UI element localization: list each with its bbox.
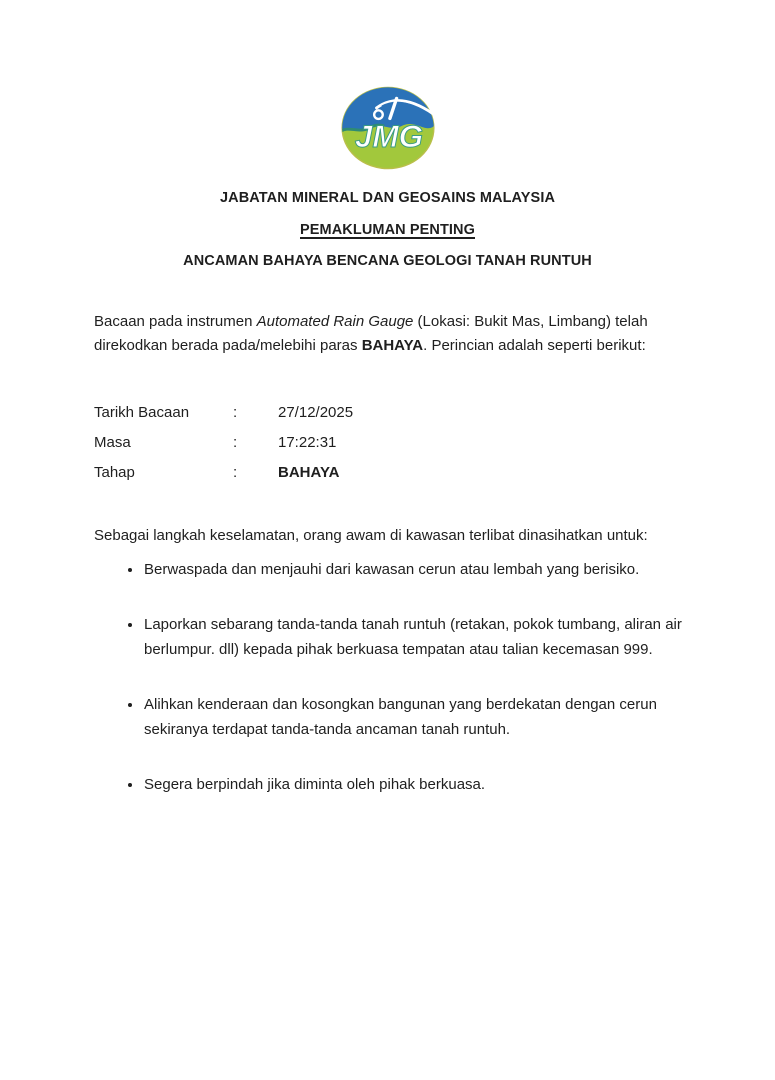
advisory-item <box>143 557 683 582</box>
level-value: BAHAYA <box>278 464 340 481</box>
level-label: Tahap <box>94 464 135 481</box>
alert-level-inline: BAHAYA <box>361 337 424 354</box>
separator: : <box>233 464 238 481</box>
document-headers <box>0 190 775 269</box>
advisory-intro: Sebagai langkah keselamatan, orang awam di kawasan terlibat dinasihatkan untuk: <box>94 527 648 544</box>
intro-text-1: Bacaan pada instrumen <box>94 313 257 330</box>
logo-text: JMG <box>354 118 423 155</box>
jmg-logo-icon <box>339 86 437 170</box>
advisory-item <box>143 772 683 797</box>
date-value: 27/12/2025 <box>278 404 354 421</box>
detail-row-level <box>94 458 683 488</box>
detail-row-date <box>94 398 683 428</box>
intro-paragraph <box>94 310 683 358</box>
advisory-item-text: Segera berpindah jika diminta oleh pihak berkuasa. <box>144 776 486 793</box>
advisory-list <box>94 557 683 797</box>
time-label: Masa <box>94 434 131 451</box>
document-body <box>0 310 775 797</box>
date-label: Tarikh Bacaan <box>94 404 190 421</box>
advisory-item <box>143 692 683 742</box>
notice-type-title: PEMAKLUMAN PENTING <box>300 222 475 238</box>
logo-container <box>0 0 775 170</box>
separator: : <box>233 434 238 451</box>
subject-title: ANCAMAN BAHAYA BENCANA GEOLOGI TANAH RUNTUH <box>183 253 592 269</box>
intro-text-2: (Lokasi: Bukit Mas, Limbang) telah direkodkan berada pada/melebihi paras <box>94 313 648 354</box>
advisory-item-text: Berwaspada dan menjauhi dari kawasan cerun atau lembah yang berisiko. <box>144 561 640 578</box>
reading-details <box>94 398 683 488</box>
detail-row-time <box>94 428 683 458</box>
department-title: JABATAN MINERAL DAN GEOSAINS MALAYSIA <box>219 190 556 206</box>
separator: : <box>233 404 238 421</box>
time-value: 17:22:31 <box>278 434 337 451</box>
advisory-item-text: Laporkan sebarang tanda-tanda tanah runtuh (retakan, pokok tumbang, aliran air berlumpur. dll) kepada pihak berkuasa tempatan atau talian kecemasan 999. <box>144 616 682 658</box>
advisory-item <box>143 612 683 662</box>
intro-text-3: . Perincian adalah seperti berikut: <box>423 337 646 354</box>
advisory-item-text: Alihkan kenderaan dan kosongkan bangunan yang berdekatan dengan cerun sekiranya terdapat tanda-tanda ancaman tanah runtuh. <box>144 696 657 738</box>
instrument-name: Automated Rain Gauge <box>256 313 414 330</box>
